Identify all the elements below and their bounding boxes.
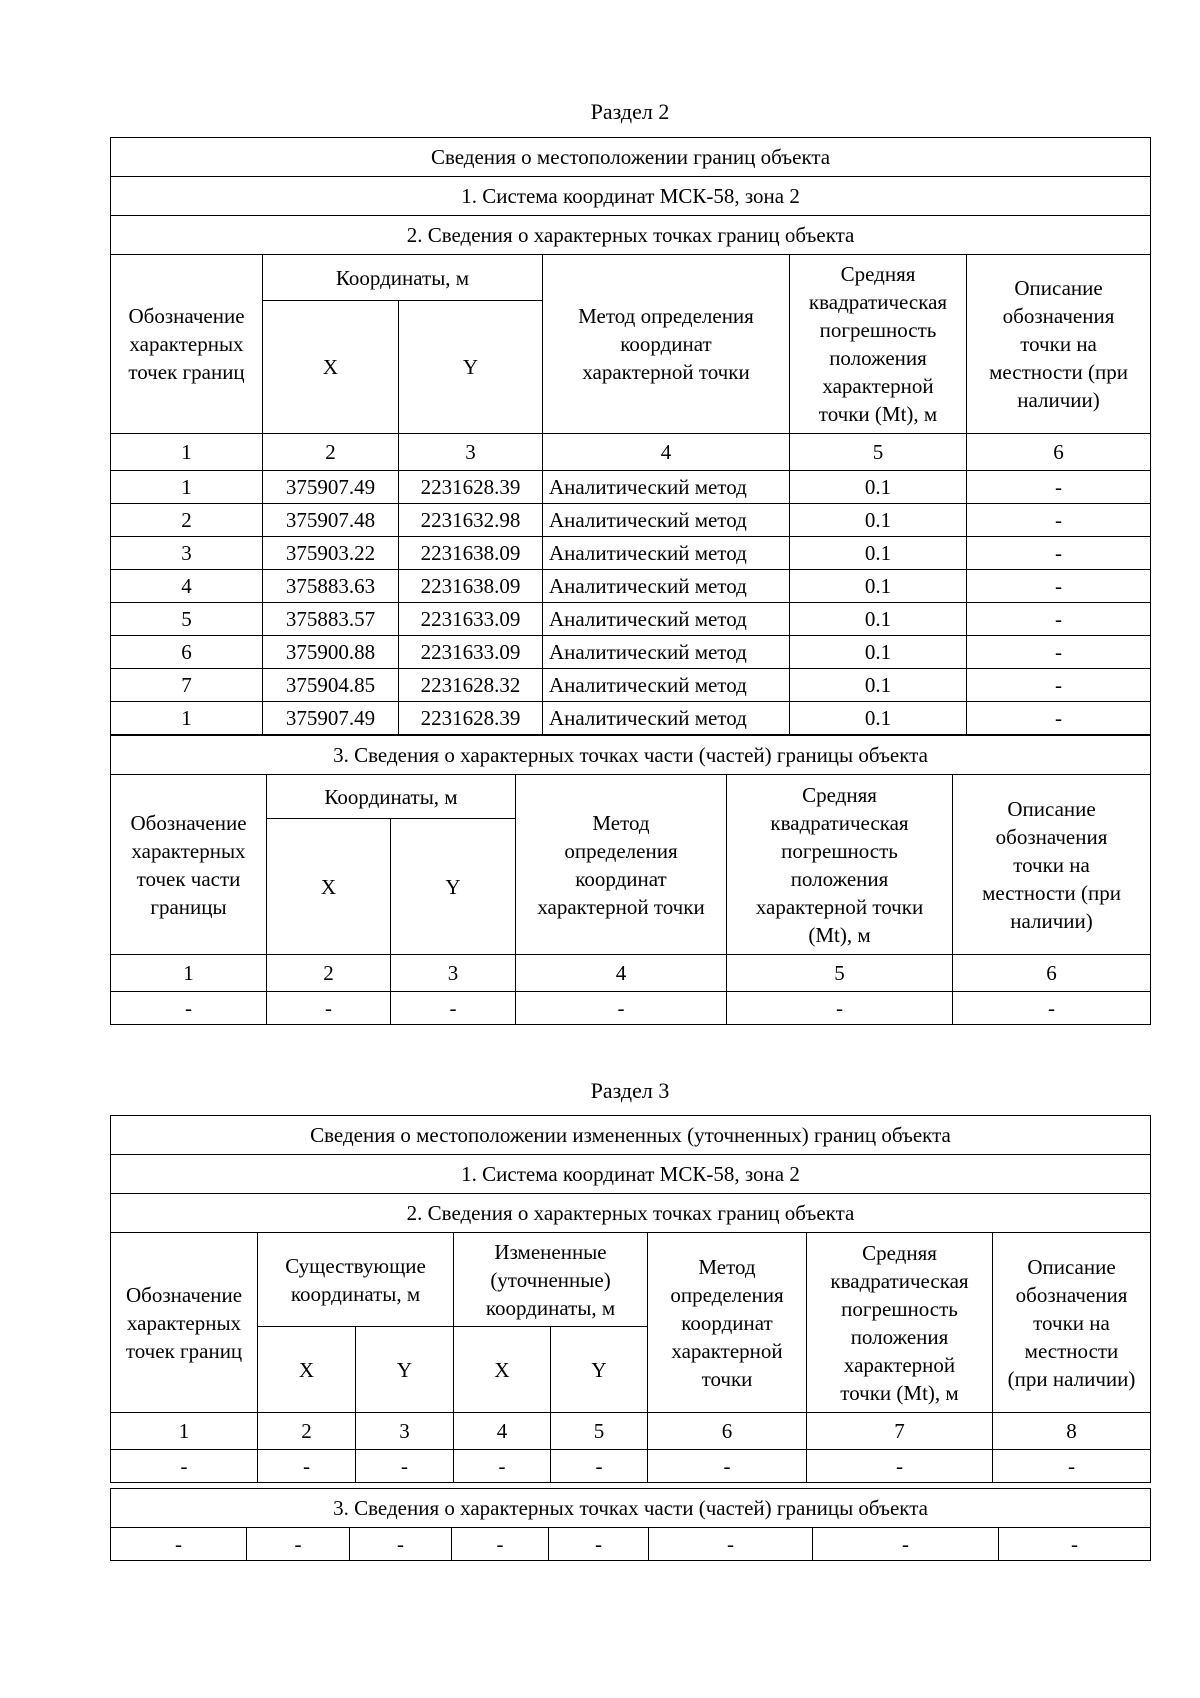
column-number: 3 <box>399 434 543 471</box>
column-number: 2 <box>258 1413 356 1450</box>
method: - <box>516 992 727 1025</box>
column-number: 6 <box>648 1413 807 1450</box>
column-number: 4 <box>543 434 790 471</box>
table-row <box>111 570 1151 603</box>
mean-square-error: 0.1 <box>790 669 967 702</box>
column-number: 1 <box>111 434 263 471</box>
header-coordinates: Координаты, м <box>267 775 516 819</box>
coordinate-system: 1. Система координат МСК-58, зона 2 <box>111 1155 1151 1194</box>
point-description: - <box>967 504 1151 537</box>
point-description: - <box>967 669 1151 702</box>
table-cell: - <box>452 1528 549 1561</box>
existing-x: - <box>258 1450 356 1483</box>
mean-square-error: 0.1 <box>790 702 967 735</box>
column-number: 2 <box>267 955 391 992</box>
header-y: Y <box>399 301 543 434</box>
table-row <box>111 992 1151 1025</box>
x-coordinate: 375907.49 <box>263 471 399 504</box>
point-id: 1 <box>111 702 263 735</box>
point-id: 6 <box>111 636 263 669</box>
point-id: 2 <box>111 504 263 537</box>
table-cell: - <box>549 1528 649 1561</box>
subsection-title: 3. Сведения о характерных точках части (частей) границы объекта <box>111 736 1151 775</box>
header-point-description: Описание обозначения точки на местности (при наличии) <box>993 1233 1151 1413</box>
header-changed-coordinates: Измененные (уточненные) координаты, м <box>454 1233 648 1327</box>
y-coordinate: 2231628.39 <box>399 471 543 504</box>
x-coordinate: 375883.57 <box>263 603 399 636</box>
header-mean-square-error: Средняя квадратическая погрешность положения характерной точки (Mt), м <box>727 775 953 955</box>
point-description: - <box>967 471 1151 504</box>
table-title: Сведения о местоположении измененных (уточненных) границ объекта <box>111 1116 1151 1155</box>
table-row <box>111 504 1151 537</box>
header-y: Y <box>391 819 516 955</box>
mean-square-error: 0.1 <box>790 636 967 669</box>
section-3-changed-boundaries-table <box>110 1115 1151 1483</box>
section-2-boundaries-table <box>110 137 1151 735</box>
table-row <box>111 1450 1151 1483</box>
existing-y: - <box>356 1450 454 1483</box>
table-cell: - <box>350 1528 452 1561</box>
point-description: - <box>993 1450 1151 1483</box>
column-number: 5 <box>790 434 967 471</box>
point-description: - <box>967 570 1151 603</box>
point-id: 1 <box>111 471 263 504</box>
point-id: - <box>111 1450 258 1483</box>
mean-square-error: 0.1 <box>790 603 967 636</box>
header-mean-square-error: Средняя квадратическая погрешность положения характерной точки (Mt), м <box>790 255 967 434</box>
column-number: 3 <box>391 955 516 992</box>
table-row <box>111 702 1151 735</box>
header-method: Метод определения координат характерной точки <box>648 1233 807 1413</box>
table-row <box>111 471 1151 504</box>
method: Аналитический метод <box>543 669 790 702</box>
mean-square-error: - <box>807 1450 993 1483</box>
changed-x: - <box>454 1450 551 1483</box>
column-number: 5 <box>727 955 953 992</box>
changed-y: - <box>551 1450 648 1483</box>
y-coordinate: 2231628.32 <box>399 669 543 702</box>
header-coordinates: Координаты, м <box>263 255 543 301</box>
y-coordinate: - <box>391 992 516 1025</box>
table-cell: - <box>247 1528 350 1561</box>
point-id: 3 <box>111 537 263 570</box>
point-id: 4 <box>111 570 263 603</box>
method: Аналитический метод <box>543 537 790 570</box>
section-3-title: Раздел 3 <box>590 1078 670 1103</box>
section-2-part-boundaries-table <box>110 735 1151 1025</box>
table-cell: - <box>649 1528 813 1561</box>
header-changed-y: Y <box>551 1327 648 1413</box>
point-id: 5 <box>111 603 263 636</box>
y-coordinate: 2231632.98 <box>399 504 543 537</box>
table-cell: - <box>999 1528 1151 1561</box>
x-coordinate: 375904.85 <box>263 669 399 702</box>
column-number: 6 <box>953 955 1151 992</box>
header-existing-y: Y <box>356 1327 454 1413</box>
subsection-title: 3. Сведения о характерных точках части (частей) границы объекта <box>111 1489 1151 1528</box>
section-3-part-boundaries-table <box>110 1488 1151 1561</box>
column-number: 2 <box>263 434 399 471</box>
x-coordinate: 375900.88 <box>263 636 399 669</box>
header-changed-x: X <box>454 1327 551 1413</box>
table-row <box>111 669 1151 702</box>
method: Аналитический метод <box>543 603 790 636</box>
y-coordinate: 2231633.09 <box>399 636 543 669</box>
coordinate-system: 1. Система координат МСК-58, зона 2 <box>111 177 1151 216</box>
point-id: - <box>111 992 267 1025</box>
y-coordinate: 2231628.39 <box>399 702 543 735</box>
header-existing-x: X <box>258 1327 356 1413</box>
header-point-designation: Обозначение характерных точек границ <box>111 1233 258 1413</box>
mean-square-error: 0.1 <box>790 471 967 504</box>
section-2-title: Раздел 2 <box>590 99 670 124</box>
table-row <box>111 1528 1151 1561</box>
y-coordinate: 2231638.09 <box>399 537 543 570</box>
header-existing-coordinates: Существующие координаты, м <box>258 1233 454 1327</box>
method: Аналитический метод <box>543 636 790 669</box>
x-coordinate: 375883.63 <box>263 570 399 603</box>
column-number: 6 <box>967 434 1151 471</box>
header-x: X <box>263 301 399 434</box>
header-method: Метод определения координат характерной точки <box>543 255 790 434</box>
mean-square-error: - <box>727 992 953 1025</box>
table-row <box>111 537 1151 570</box>
method: Аналитический метод <box>543 702 790 735</box>
mean-square-error: 0.1 <box>790 570 967 603</box>
column-number: 3 <box>356 1413 454 1450</box>
x-coordinate: - <box>267 992 391 1025</box>
subsection-title: 2. Сведения о характерных точках границ объекта <box>111 216 1151 255</box>
column-number: 1 <box>111 1413 258 1450</box>
header-x: X <box>267 819 391 955</box>
table-row <box>111 603 1151 636</box>
mean-square-error: 0.1 <box>790 504 967 537</box>
column-number: 7 <box>807 1413 993 1450</box>
method: Аналитический метод <box>543 471 790 504</box>
y-coordinate: 2231638.09 <box>399 570 543 603</box>
point-description: - <box>967 603 1151 636</box>
column-number: 5 <box>551 1413 648 1450</box>
subsection-title: 2. Сведения о характерных точках границ объекта <box>111 1194 1151 1233</box>
x-coordinate: 375903.22 <box>263 537 399 570</box>
column-number: 8 <box>993 1413 1151 1450</box>
point-description: - <box>967 537 1151 570</box>
point-description: - <box>967 636 1151 669</box>
table-title: Сведения о местоположении границ объекта <box>111 138 1151 177</box>
method: Аналитический метод <box>543 504 790 537</box>
header-method: Метод определения координат характерной точки <box>516 775 727 955</box>
point-description: - <box>967 702 1151 735</box>
point-id: 7 <box>111 669 263 702</box>
point-description: - <box>953 992 1151 1025</box>
header-point-designation: Обозначение характерных точек границ <box>111 255 263 434</box>
header-point-description: Описание обозначения точки на местности (при наличии) <box>967 255 1151 434</box>
column-number: 4 <box>454 1413 551 1450</box>
column-number: 4 <box>516 955 727 992</box>
method: Аналитический метод <box>543 570 790 603</box>
column-number: 1 <box>111 955 267 992</box>
mean-square-error: 0.1 <box>790 537 967 570</box>
table-cell: - <box>813 1528 999 1561</box>
header-mean-square-error: Средняя квадратическая погрешность положения характерной точки (Mt), м <box>807 1233 993 1413</box>
table-cell: - <box>111 1528 247 1561</box>
method: - <box>648 1450 807 1483</box>
x-coordinate: 375907.48 <box>263 504 399 537</box>
y-coordinate: 2231633.09 <box>399 603 543 636</box>
x-coordinate: 375907.49 <box>263 702 399 735</box>
header-point-description: Описание обозначения точки на местности (при наличии) <box>953 775 1151 955</box>
header-point-designation: Обозначение характерных точек части границы <box>111 775 267 955</box>
table-row <box>111 636 1151 669</box>
